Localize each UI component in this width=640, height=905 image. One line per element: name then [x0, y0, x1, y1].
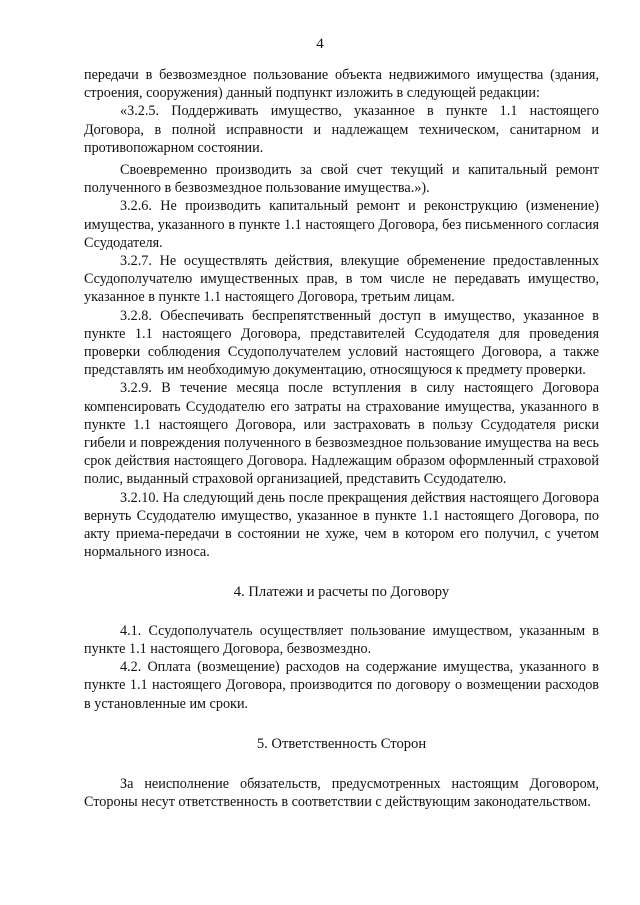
paragraph-3-2-7: 3.2.7. Не осуществлять действия, влекущие обременение предоставленных Ссудополучателю имущественных прав, в том числе не передавать имущество, указанное в пункте 1.1 настоящего Договора, третьим лицам.: [84, 253, 599, 306]
paragraph-3-2-8: 3.2.8. Обеспечивать беспрепятственный доступ в имущество, указанное в пункте 1.1 настоящего Договора, представителей Ссудодателя для проведения проверки соблюдения Ссудополучателем условий настоящего Договора, а также представлять им необходимую документацию, относящуюся к предмету проверки.: [84, 307, 599, 379]
paragraph-3-2-5: «3.2.5. Поддерживать имущество, указанное в пункте 1.1 настоящего Договора, в полной исправности и надлежащем техническом, санитарном и противопожарном состоянии.: [84, 103, 599, 156]
document-body: [84, 66, 599, 811]
paragraph-4-2: 4.2. Оплата (возмещение) расходов на содержание имущества, указанного в пункте 1.1 настоящего Договора, производится по договору о возмещении расходов в установленные им сроки.: [84, 659, 599, 712]
paragraph-3-2-10: 3.2.10. На следующий день после прекращения действия настоящего Договора вернуть Ссудодателю имущество, указанное в пункте 1.1 настоящего Договора, по акту приема-передачи в состоянии не хуже, чем в котором его получил, с учетом нормального износа.: [84, 489, 599, 561]
paragraph-intro: передачи в безвозмездное пользование объекта недвижимого имущества (здания, строения, сооружения) данный подпункт изложить в следующей редакции:: [84, 67, 599, 102]
page-number: 4: [316, 36, 324, 52]
paragraph-5-1: За неисполнение обязательств, предусмотренных настоящим Договором, Стороны несут ответственность в соответствии с действующим законодательством.: [84, 775, 599, 811]
paragraph-4-1: 4.1. Ссудополучатель осуществляет пользование имуществом, указанным в пункте 1.1 настоящего Договора, безвозмездно.: [84, 622, 599, 657]
paragraph-3-2-9: 3.2.9. В течение месяца после вступления в силу настоящего Договора компенсировать Ссудодателю его затраты на страхование имущества, указанного в пункте 1.1 настоящего Договора, или застраховать в пользу Ссудодателя риски гибели и повреждения полученного в безвозмездное пользование имущества на весь срок действия настоящего Договора. Надлежащим образом оформленный страховой полис, выданный страховой организацией, представить Ссудодателю.: [84, 380, 599, 488]
section-5-heading: 5. Ответственность Сторон: [256, 735, 427, 752]
paragraph-3-2-5-continued: Своевременно производить за свой счет текущий и капитальный ремонт полученного в безвозмездное пользование имущества.»).: [84, 162, 599, 197]
section-4-heading: 4. Платежи и расчеты по Договору: [233, 584, 450, 601]
paragraph-3-2-6: 3.2.6. Не производить капитальный ремонт и реконструкцию (изменение) имущества, указанного в пункте 1.1 настоящего Договора, без письменного согласия Ссудодателя.: [84, 198, 599, 251]
